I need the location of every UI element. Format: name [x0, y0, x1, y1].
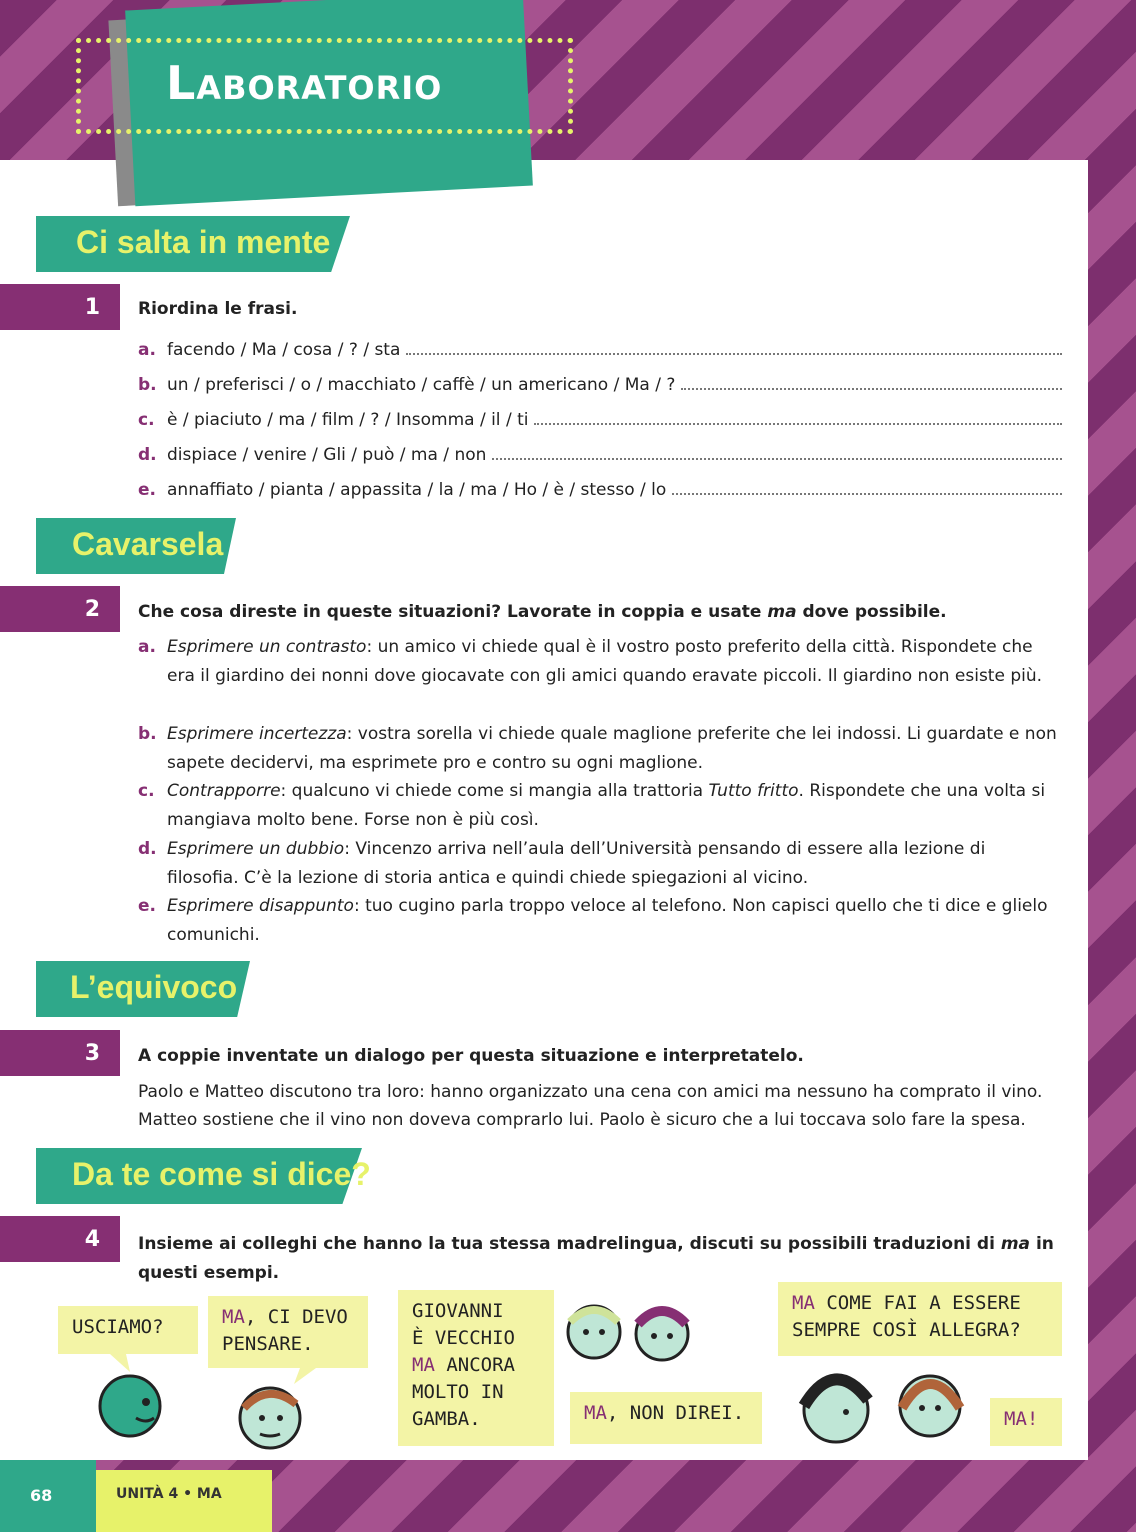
exercise-1-instruction: Riordina le frasi.: [138, 299, 298, 319]
face-woman-thinking-icon: [220, 1368, 330, 1458]
item-letter: b.: [138, 724, 157, 744]
item-letter: e.: [138, 896, 156, 916]
exercise-1-item: [138, 445, 1062, 465]
item-text: un / preferisci / o / macchiato / caffè / un americano / Ma / ?: [167, 375, 676, 395]
item-text: Esprimere un contrasto: un amico vi chiede qual è il vostro posto preferito della città. Rispondete che era il giardino dei nonni dove giocavate con gli amici quando eravate piccoli. Il giardino non esiste più.: [167, 637, 1043, 686]
speech-bubble-4: MA, NON DIREI.: [570, 1392, 762, 1444]
speech-bubble-6: MA!: [990, 1398, 1062, 1446]
exercise-1-item: [138, 410, 1062, 430]
two-faces-women-icon: [790, 1356, 980, 1456]
exercise-2-item: [138, 835, 1058, 893]
item-text: Esprimere disappunto: tuo cugino parla troppo veloce al telefono. Non capisci quello che ti dice e glielo comunichi.: [167, 896, 1048, 945]
speech-bubble-3: GIOVANNI È VECCHIO MA ANCORA MOLTO IN GAMBA.: [398, 1290, 554, 1446]
answer-line[interactable]: [406, 341, 1062, 355]
exercise-4-instruction: Insieme ai colleghi che hanno la tua stessa madrelingua, discuti su possibili traduzioni di ma in questi esempi.: [138, 1234, 1054, 1283]
exercise-1-item: [138, 375, 1062, 395]
item-letter: c.: [138, 781, 155, 801]
item-text: Esprimere un dubbio: Vincenzo arriva nell’aula dell’Università pensando di essere alla lezione di filosofia. C’è la lezione di storia antica e quindi chiede spiegazioni al vicino.: [167, 839, 986, 888]
exercise-3-instruction: A coppie inventate un dialogo per questa situazione e interpretatelo.: [138, 1046, 804, 1066]
page-title: Laboratorio: [166, 56, 443, 110]
exercise-2-item: [138, 720, 1058, 778]
exercise-1-item: [138, 480, 1062, 500]
item-text: annaffiato / pianta / appassita / la / ma / Ho / è / stesso / lo: [167, 480, 667, 500]
answer-line[interactable]: [492, 446, 1062, 460]
section-title-4: Da te come si dice?: [72, 1156, 371, 1192]
section-title-2: Cavarsela: [72, 526, 224, 562]
exercise-2-item: [138, 777, 1058, 835]
answer-line[interactable]: [681, 376, 1062, 390]
item-text: è / piaciuto / ma / film / ? / Insomma / il / ti: [167, 410, 529, 430]
item-text: dispiace / venire / Gli / può / ma / non: [167, 445, 487, 465]
item-letter: e.: [138, 480, 156, 500]
item-letter: c.: [138, 410, 155, 430]
speech-bubble-5: MA COME FAI A ESSERE SEMPRE COSÌ ALLEGRA?: [778, 1282, 1062, 1356]
two-faces-men-icon: [556, 1294, 706, 1374]
exercise-number-4: 4: [0, 1216, 120, 1262]
item-text: facendo / Ma / cosa / ? / sta: [167, 340, 401, 360]
face-man-1-icon: [90, 1354, 190, 1444]
answer-line[interactable]: [672, 481, 1062, 495]
item-letter: a.: [138, 637, 156, 657]
section-title-3: L’equivoco: [70, 969, 238, 1005]
item-letter: d.: [138, 839, 157, 859]
exercise-2-item: [138, 633, 1058, 691]
exercise-2-item: [138, 892, 1058, 950]
exercise-1-item: [138, 340, 1062, 360]
item-text: Esprimere incertezza: vostra sorella vi chiede quale maglione preferite che lei indossi. Li guardate e non sapete decidervi, ma esprimete pro e contro su ogni maglione.: [167, 724, 1057, 773]
item-text: Contrapporre: qualcuno vi chiede come si mangia alla trattoria Tutto fritto. Rispondete che una volta si mangiava molto bene. Forse non è più così.: [167, 781, 1046, 830]
item-letter: d.: [138, 445, 157, 465]
exercise-number-1: 1: [0, 284, 120, 330]
unit-label: UNITÀ 4 • MA: [96, 1470, 272, 1532]
section-title-1: Ci salta in mente: [76, 224, 331, 260]
exercise-2-instruction: Che cosa direste in queste situazioni? Lavorate in coppia e usate ma dove possibile.: [138, 602, 947, 622]
answer-line[interactable]: [534, 411, 1062, 425]
exercise-3-text: Paolo e Matteo discutono tra loro: hanno organizzato una cena con amici ma nessuno ha comprato il vino. Matteo sostiene che il vino non doveva comprarlo lui. Paolo è sicuro che a lui toccava solo fare la spesa.: [138, 1082, 1043, 1130]
speech-bubble-1: USCIAMO?: [58, 1306, 198, 1354]
speech-bubble-2: MA, CI DEVO PENSARE.: [208, 1296, 368, 1368]
page-number: 68: [0, 1460, 96, 1532]
item-letter: a.: [138, 340, 156, 360]
item-letter: b.: [138, 375, 157, 395]
exercise-number-2: 2: [0, 586, 120, 632]
exercise-number-3: 3: [0, 1030, 120, 1076]
